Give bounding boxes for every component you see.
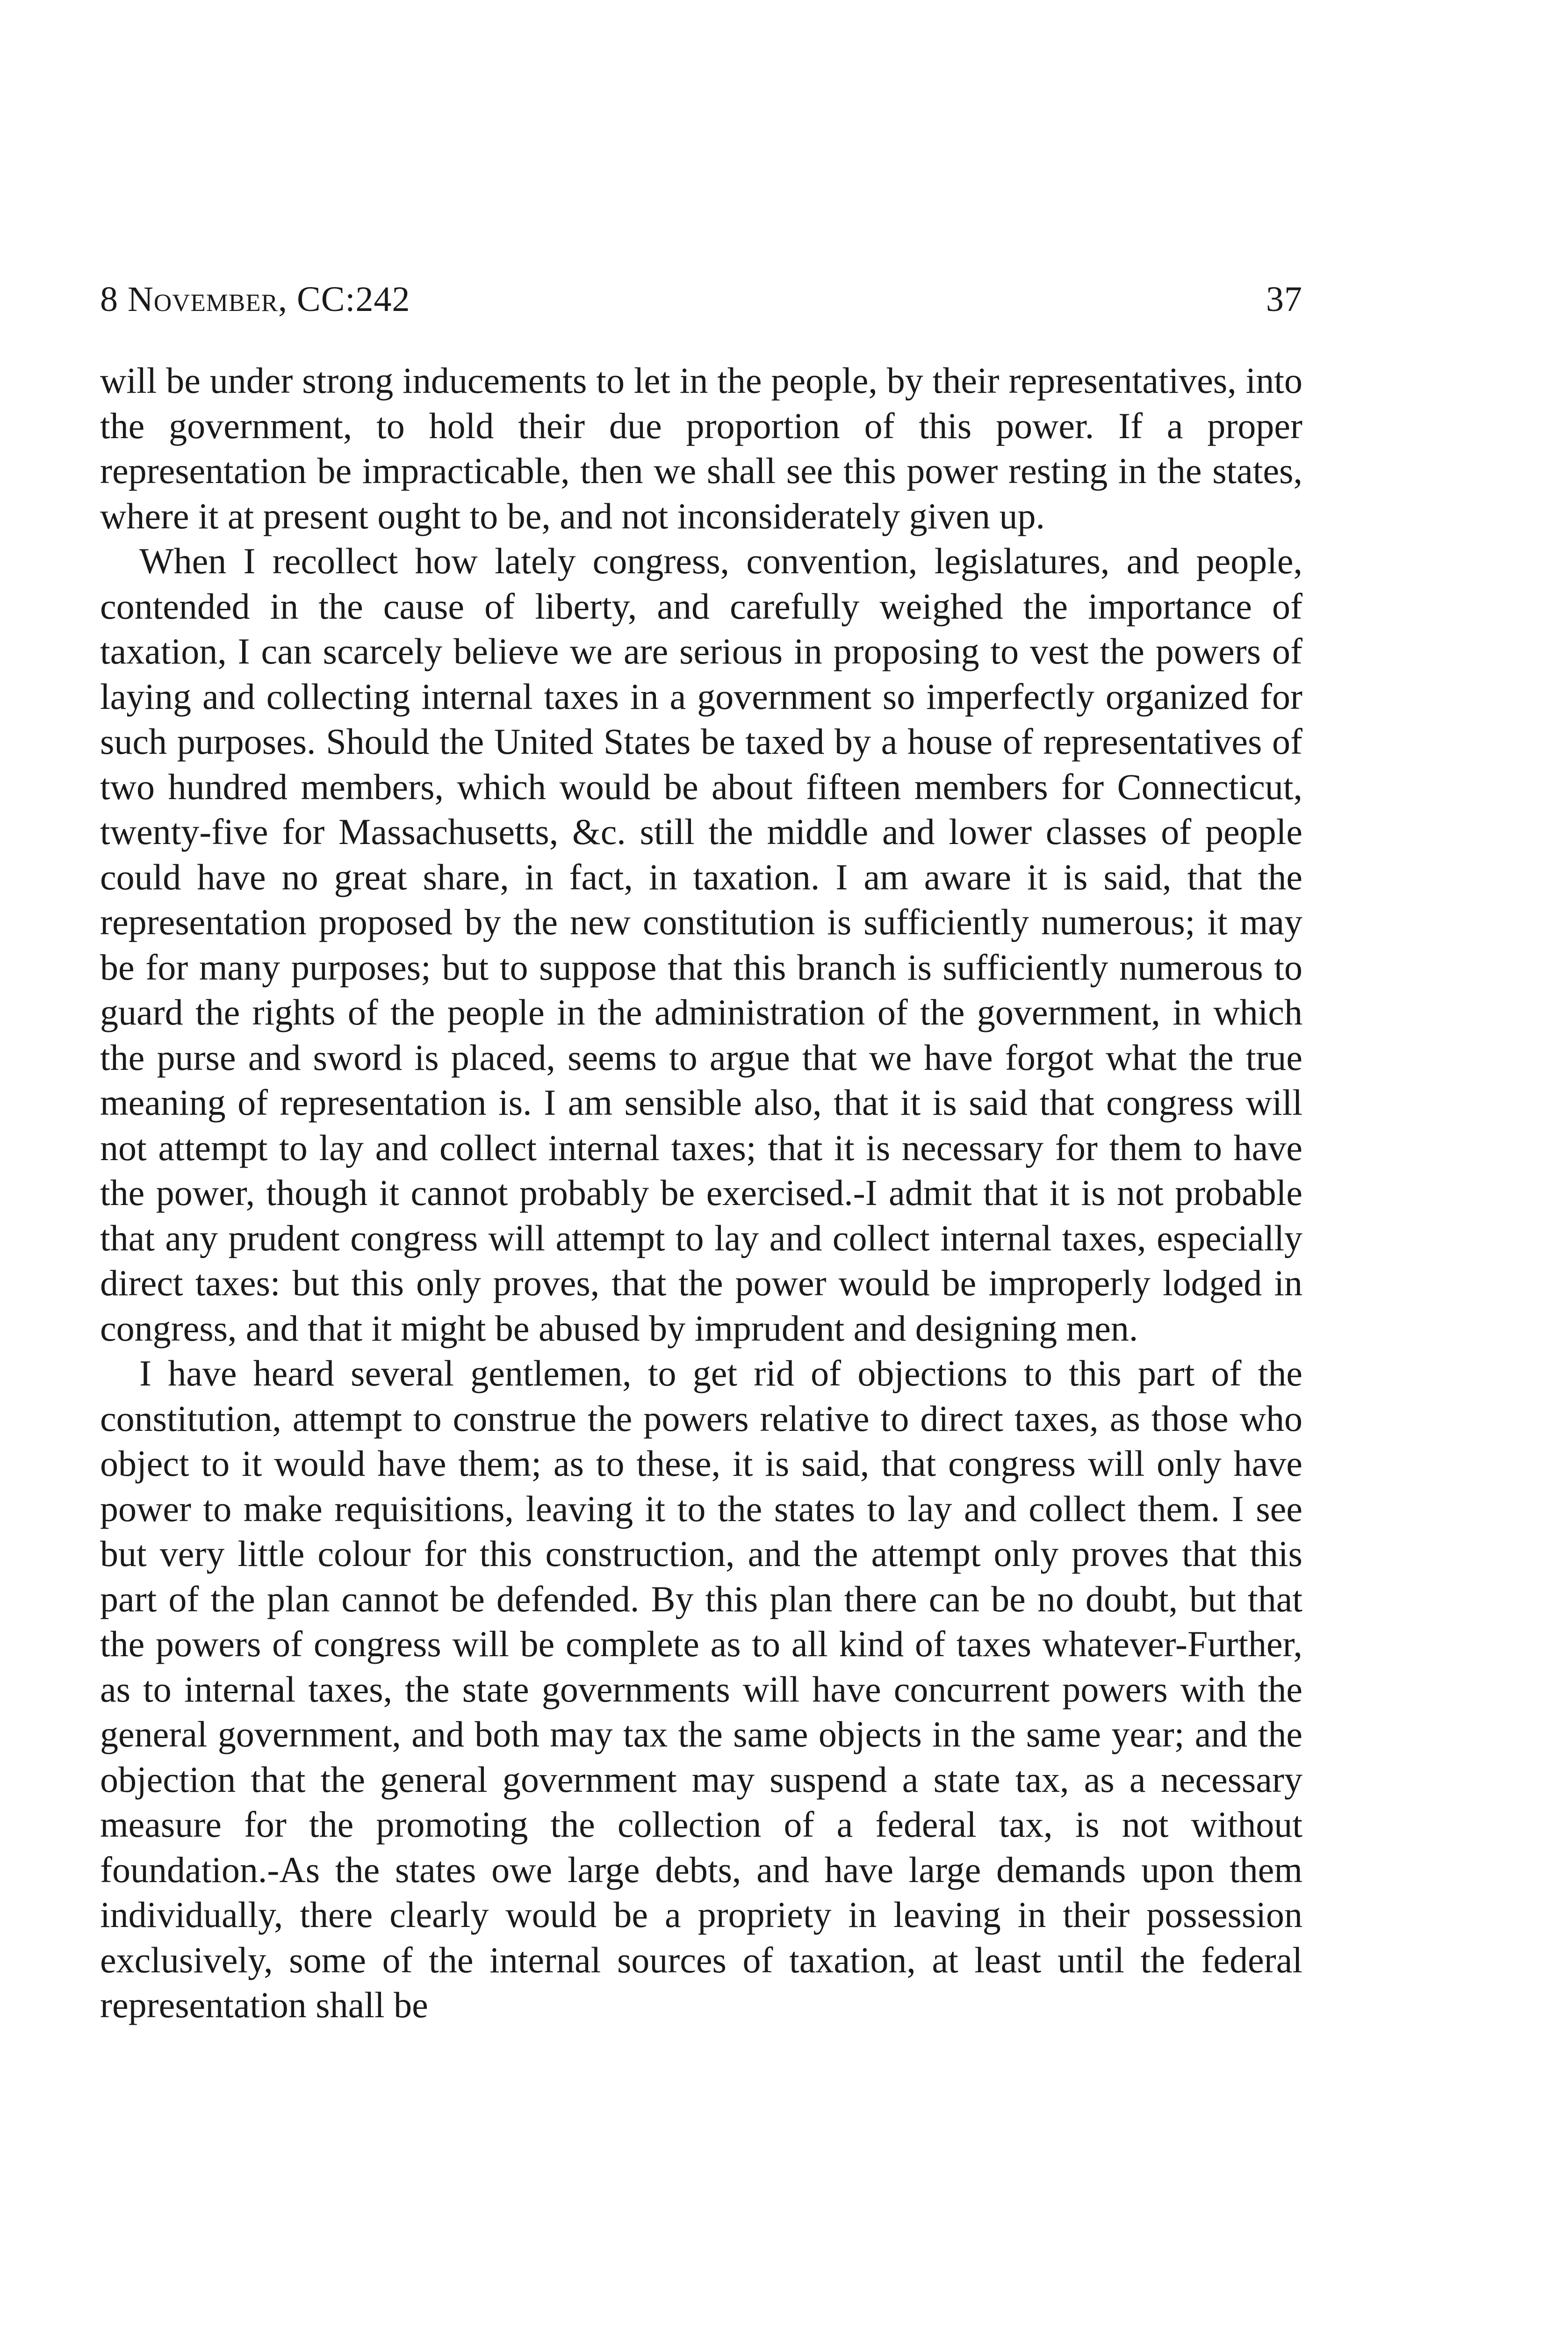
- running-head-month: November: [128, 280, 279, 319]
- running-head-document-id: , CC:242: [278, 280, 410, 319]
- paragraph-2: When I recollect how lately congress, convention, legislatures, and people, contended in the cause of liberty, and carefully weighed the importance of taxation, I can scarcely believe we are serious in proposing to vest the powers of laying and collecting internal taxes in a government so imperfectly organized for such purposes. Should the United States be taxed by a house of representatives of two hundred members, which would be about fifteen members for Connecticut, twenty-five for Massachusetts, &c. still the middle and lower classes of people could have no great share, in fact, in taxation. I am aware it is said, that the representation proposed by the new constitution is sufficiently numerous; it may be for many purposes; but to suppose that this branch is sufficiently numerous to guard the rights of the people in the administration of the government, in which the purse and sword is placed, seems to argue that we have forgot what the true meaning of representation is. I am sensible also, that it is said that congress will not attempt to lay and collect internal taxes; that it is necessary for them to have the power, though it cannot probably be exercised.-I admit that it is not probable that any prudent congress will attempt to lay and collect internal taxes, especially direct taxes: but this only proves, that the power would be improperly lodged in congress, and that it might be abused by imprudent and designing men.: [100, 541, 1302, 1349]
- running-head: [100, 276, 1302, 323]
- running-head-left: [100, 276, 410, 323]
- paragraph-1: will be under strong inducements to let in the people, by their representatives, into the government, to hold their due proportion of this power. If a proper representation be impracticable, then we shall see this power resting in the states, where it at present ought to be, and not inconsiderately given up.: [100, 360, 1302, 536]
- running-head-day: 8: [100, 280, 128, 319]
- paragraph-3: I have heard several gentlemen, to get rid of objections to this part of the constitution, attempt to construe the powers relative to direct taxes, as those who object to it would have them; as to these, it is said, that congress will only have power to make requisitions, leaving it to the states to lay and collect them. I see but very little colour for this construction, and the attempt only proves that this part of the plan cannot be defended. By this plan there can be no doubt, but that the powers of congress will be complete as to all kind of taxes whatever-Further, as to internal taxes, the state governments will have concurrent powers with the general government, and both may tax the same objects in the same year; and the objection that the general government may suspend a state tax, as a necessary measure for the promoting the collection of a federal tax, is not without foundation.-As the states owe large debts, and have large demands upon them individually, there clearly would be a propriety in leaving in their possession exclusively, some of the internal sources of taxation, at least until the federal representation shall be: [100, 1353, 1302, 2025]
- page-number: 37: [1266, 280, 1302, 319]
- body-text: [100, 358, 1302, 2028]
- document-page: [100, 276, 1302, 2028]
